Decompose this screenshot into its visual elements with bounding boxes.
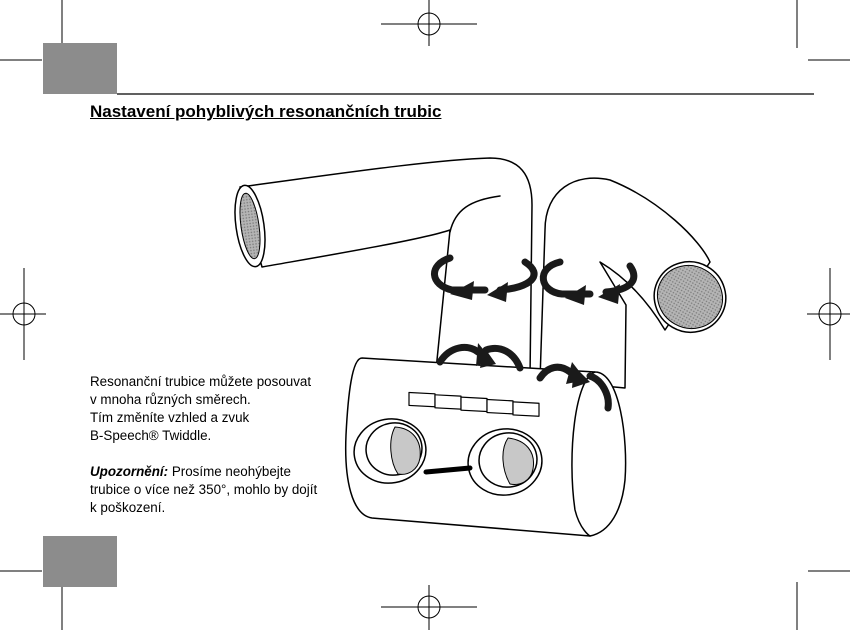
warning-line: k poškození. <box>90 500 166 515</box>
right-resonance-tube <box>540 178 739 388</box>
body-line: v mnoha různých směrech. <box>90 392 251 407</box>
left-resonance-tube <box>230 158 532 378</box>
page-title: Nastavení pohyblivých resonančních trubic <box>90 102 442 121</box>
body-line: Resonanční trubice můžete posouvat <box>90 374 312 389</box>
warning-line: trubice o více než 350°, mohlo by dojít <box>90 482 318 497</box>
speaker-body <box>346 358 626 536</box>
body-line: B-Speech® Twiddle. <box>90 428 212 443</box>
body-line: Tím změníte vzhled a zvuk <box>90 410 250 425</box>
warning-label: Upozornění: <box>90 464 169 479</box>
warning-line: Prosíme neohýbejte <box>168 464 291 479</box>
